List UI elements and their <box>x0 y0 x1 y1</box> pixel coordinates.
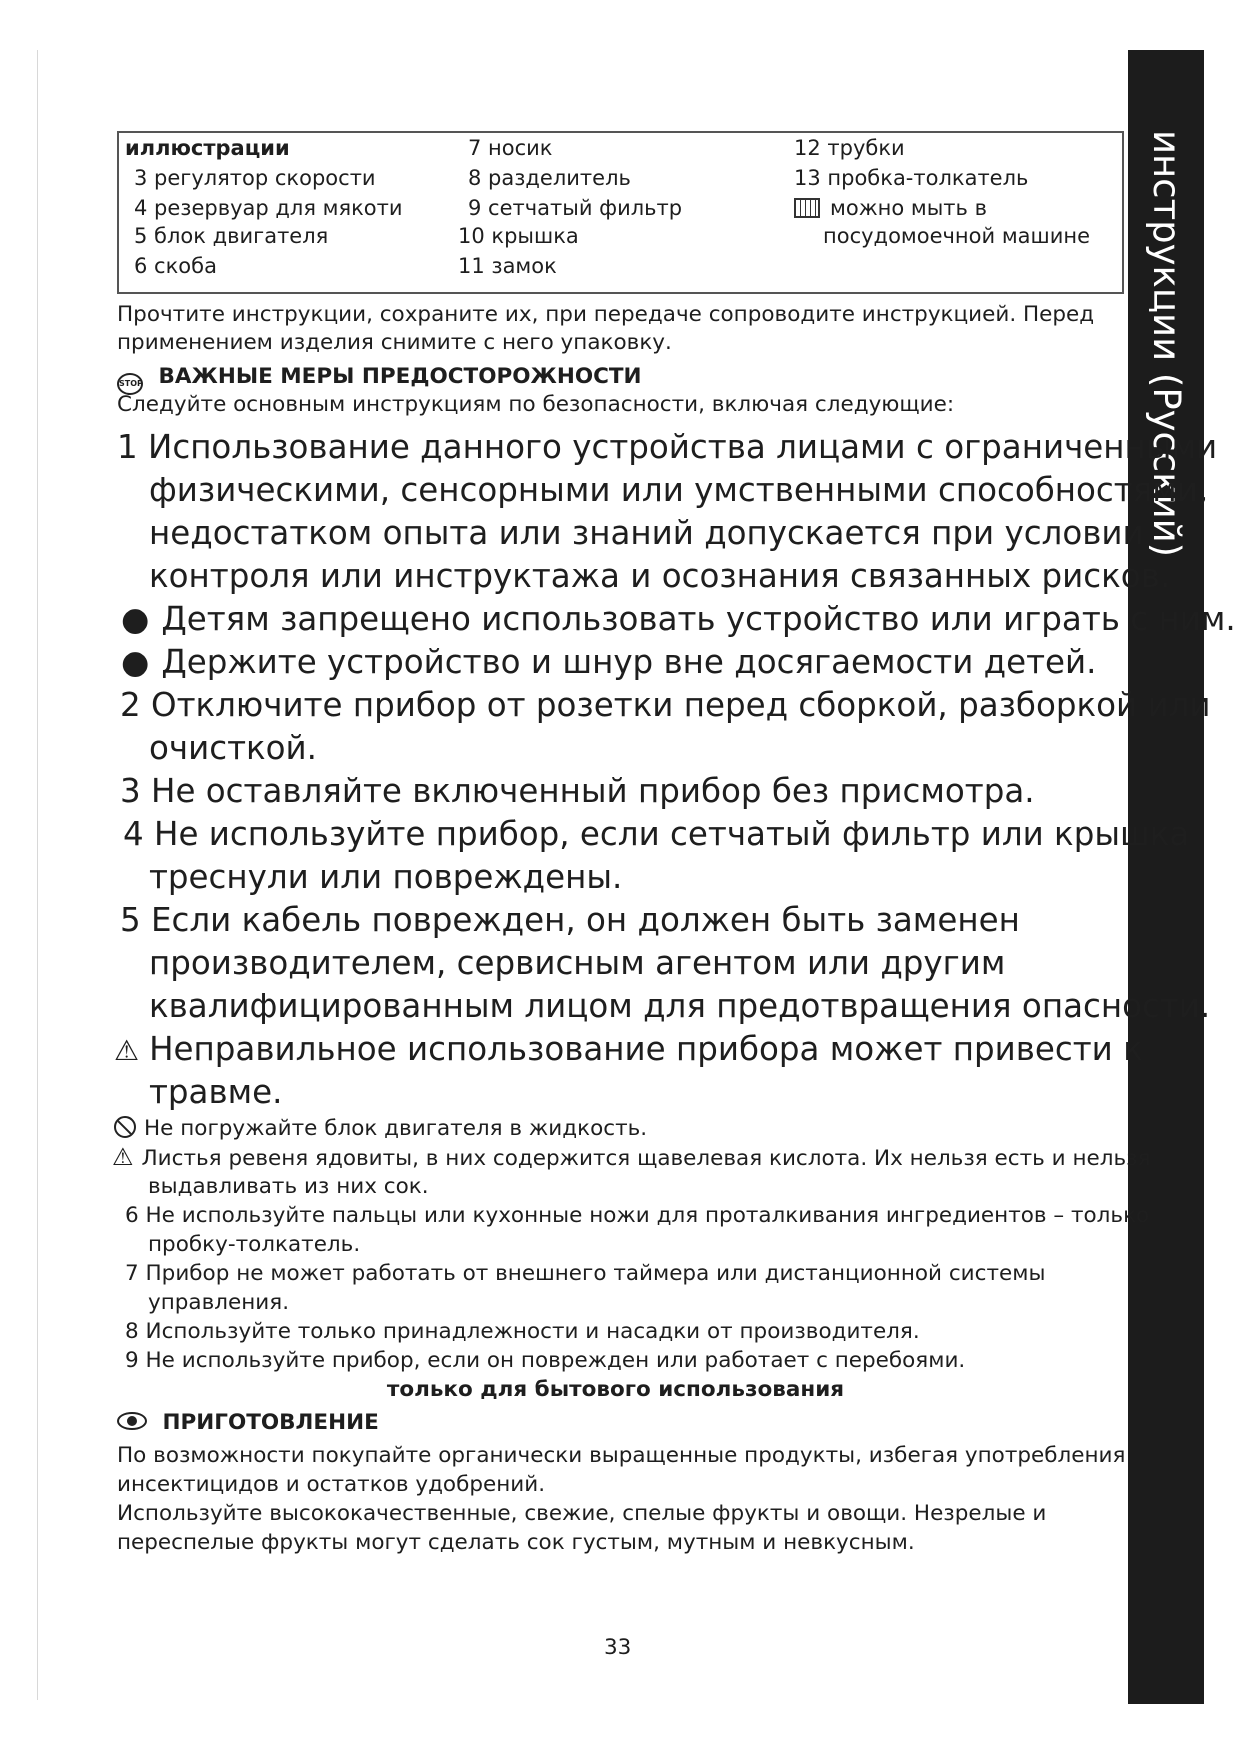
bullet-icon: ● <box>121 600 150 638</box>
rhubarb-warning: ⚠ Листья ревеня ядовиты, в них содержится щавелевая кислота. Их нельзя есть и нельзя <box>112 1143 1151 1171</box>
preparation-line: инсектицидов и остатков удобрений. <box>117 1472 546 1497</box>
safety-item-4-cont: треснули или повреждены. <box>149 858 623 896</box>
part-item: 5 блок двигателя <box>134 224 329 248</box>
preparation-heading: ПРИГОТОВЛЕНИЕ <box>162 1410 379 1435</box>
dishwasher-note <box>794 193 987 223</box>
preparation-line: По возможности покупайте органически выращенные продукты, избегая употребления <box>117 1443 1126 1468</box>
safety-item-1: 1 Использование данного устройства лицами с ограниченными <box>117 428 1218 466</box>
safety-item-2-cont: очисткой. <box>149 729 317 767</box>
eye-icon <box>117 1412 147 1430</box>
part-item: 11 замок <box>458 254 557 278</box>
no-immerse-icon <box>114 1116 136 1138</box>
safety-item-9: 9 Не используйте прибор, если он поврежден или работает с перебоями. <box>125 1348 966 1373</box>
no-immerse-note: Не погружайте блок двигателя в жидкость. <box>114 1114 647 1144</box>
safety-item-1-cont: контроля или инструктажа и осознания связанных рисков. <box>149 557 1171 595</box>
safety-item-5: 5 Если кабель поврежден, он должен быть заменен <box>120 901 1020 939</box>
safety-item-6-cont: пробку-толкатель. <box>148 1232 361 1257</box>
preparation-heading-row <box>117 1408 379 1438</box>
warning-hand-icon: ⚠ <box>114 1034 140 1067</box>
safety-item-5-cont: производителем, сервисным агентом или другим <box>149 944 1006 982</box>
part-item: 12 трубки <box>794 136 905 160</box>
safety-item-1-cont: недостатком опыта или знаний допускается при условии <box>149 514 1144 552</box>
dishwasher-line1: можно мыть в <box>830 196 987 220</box>
safety-item-7-cont: управления. <box>148 1290 290 1315</box>
stop-icon: STOP <box>117 373 143 395</box>
side-tab-title: инструкции (Русский) <box>1145 130 1188 558</box>
preparation-line: Используйте высококачественные, свежие, спелые фрукты и овощи. Незрелые и <box>117 1501 1047 1526</box>
safety-heading: ВАЖНЫЕ МЕРЫ ПРЕДОСТОРОЖНОСТИ <box>158 364 642 389</box>
warning-misuse-cont: травме. <box>149 1073 283 1111</box>
rhubarb-warning-cont: выдавливать из них сок. <box>148 1174 429 1199</box>
warning-icon: ⚠ <box>112 1143 134 1171</box>
part-item: 9 сетчатый фильтр <box>468 196 683 220</box>
part-item: 7 носик <box>468 136 553 160</box>
parts-legend-box <box>117 131 1124 294</box>
part-item: 8 разделитель <box>468 166 631 190</box>
safety-item-2: 2 Отключите прибор от розетки перед сборкой, разборкой или <box>120 686 1211 724</box>
intro-line: Прочтите инструкции, сохраните их, при передаче сопроводите инструкцией. Перед <box>117 302 1095 327</box>
part-item: 4 резервуар для мякоти <box>134 196 403 220</box>
safety-item-7: 7 Прибор не может работать от внешнего таймера или дистанционной системы <box>125 1261 1046 1286</box>
page-margin-line <box>37 50 38 1700</box>
safety-item-4: 4 Не используйте прибор, если сетчатый фильтр или крышка <box>123 815 1190 853</box>
bullet-cord: ● Держите устройство и шнур вне досягаемости детей. <box>121 643 1097 681</box>
household-note: только для бытового использования <box>386 1377 845 1402</box>
safety-item-3: 3 Не оставляйте включенный прибор без присмотра. <box>120 772 1035 810</box>
dishwasher-line2: посудомоечной машине <box>823 224 1091 248</box>
safety-item-8: 8 Используйте только принадлежности и насадки от производителя. <box>125 1319 920 1344</box>
preparation-line: переспелые фрукты могут сделать сок густым, мутным и невкусным. <box>117 1530 915 1555</box>
dishwasher-icon <box>794 198 820 218</box>
household-note-row <box>0 1375 1241 1405</box>
safety-item-1-cont: физическими, сенсорными или умственными способностями, <box>149 471 1209 509</box>
part-item: 6 скоба <box>134 254 217 278</box>
safety-subheading: Следуйте основным инструкциям по безопасности, включая следующие: <box>117 392 955 417</box>
page-number: 33 <box>604 1635 632 1660</box>
safety-item-5-cont: квалифицированным лицом для предотвращения опасности. <box>149 987 1211 1025</box>
part-item: 3 регулятор скорости <box>134 166 376 190</box>
parts-heading: иллюстрации <box>125 136 290 160</box>
intro-line: применением изделия снимите с него упаковку. <box>117 330 672 355</box>
warning-misuse: ⚠ Неправильное использование прибора может привести к <box>114 1030 1143 1068</box>
safety-item-6: 6 Не используйте пальцы или кухонные ножи для проталкивания ингредиентов – только <box>125 1203 1150 1228</box>
bullet-icon: ● <box>121 643 150 681</box>
part-item: 10 крышка <box>458 224 579 248</box>
bullet-children: ● Детям запрещено использовать устройство или играть с ним. <box>121 600 1236 638</box>
part-item: 13 пробка-толкатель <box>794 166 1029 190</box>
